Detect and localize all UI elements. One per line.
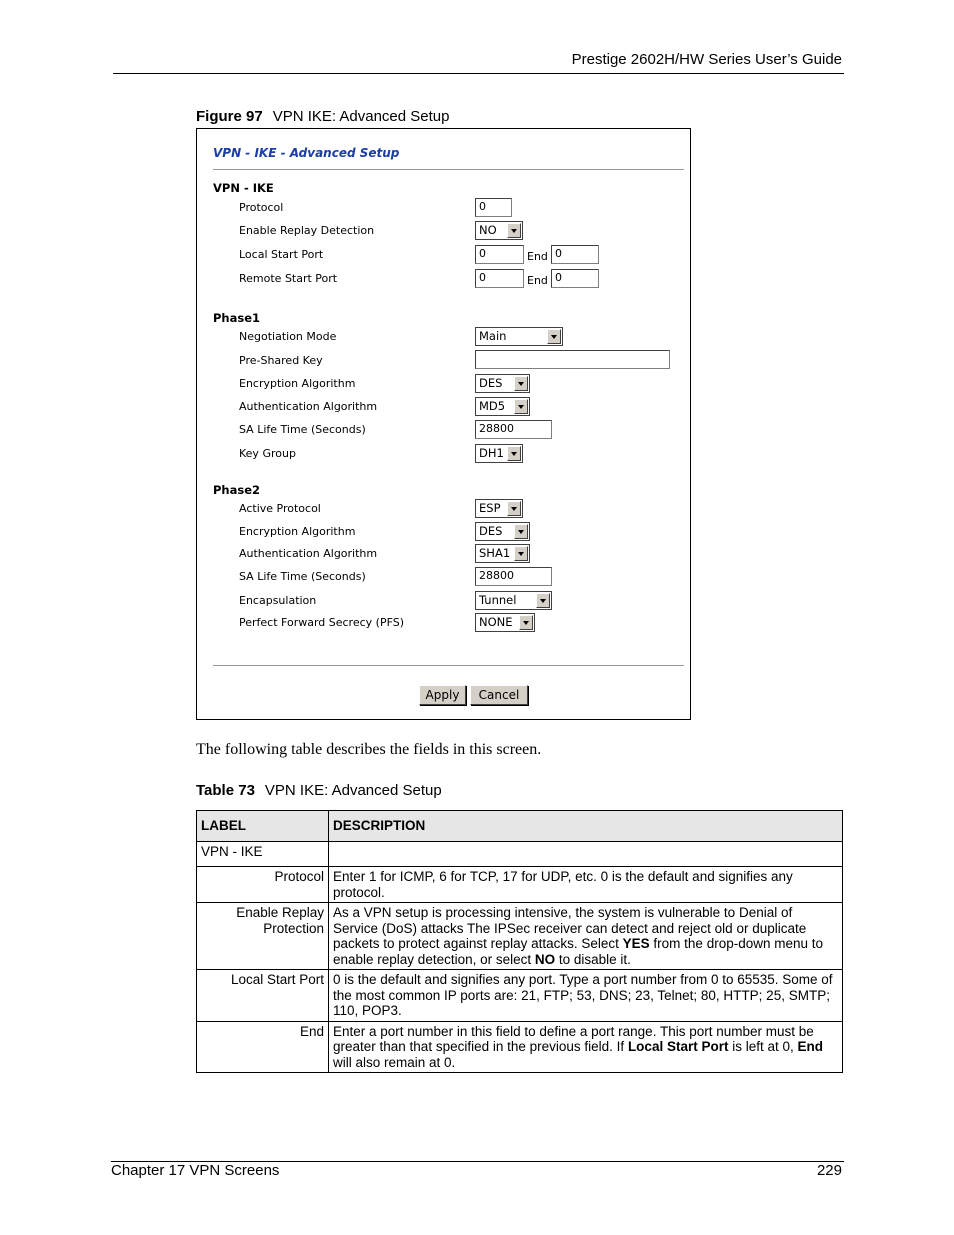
dropdown-arrow-icon xyxy=(536,593,550,608)
protocol-label: Protocol xyxy=(239,201,284,214)
desc-bold: YES xyxy=(622,936,650,951)
desc-text: to disable it. xyxy=(555,951,631,967)
p2-encryption-label: Encryption Algorithm xyxy=(239,525,356,538)
table-row xyxy=(197,970,843,1022)
p2-encryption-select[interactable] xyxy=(475,522,530,541)
active-protocol-label: Active Protocol xyxy=(239,502,321,515)
page-number: 229 xyxy=(816,1162,842,1179)
dropdown-arrow-icon xyxy=(514,376,528,391)
encapsulation-value: Tunnel xyxy=(479,593,517,607)
row-description xyxy=(329,842,843,867)
desc-text: As a VPN setup is processing intensive, the system is vulnerable to Denial of Service (DoS) attacks The IPSec receiver can detect and reject old or duplicate packets to protect against replay attacks. Select xyxy=(333,905,807,951)
p1-encryption-select[interactable] xyxy=(475,374,530,393)
remote-start-port-label: Remote Start Port xyxy=(239,272,338,285)
desc-bold: End xyxy=(797,1039,823,1054)
desc-text: is left at 0, xyxy=(728,1039,798,1054)
pfs-label: Perfect Forward Secrecy (PFS) xyxy=(239,616,404,629)
desc-bold: Local Start Port xyxy=(627,1039,729,1054)
pre-shared-key-label: Pre-Shared Key xyxy=(239,354,323,367)
dropdown-arrow-icon xyxy=(514,399,528,414)
active-protocol-select[interactable] xyxy=(475,499,523,518)
p2-authentication-value: SHA1 xyxy=(479,546,511,560)
row-description: 0 is the default and signifies any port. Type a port number from 0 to 65535. Some of the most common IP ports are: 21, FTP; 53, DNS; 23, Telnet; 80, HTTP; 25, SMTP; 110, POP3. xyxy=(329,970,843,1022)
table-title: VPN IKE: Advanced Setup xyxy=(264,782,442,799)
running-header: Prestige 2602H/HW Series User’s Guide xyxy=(571,51,842,68)
title-divider xyxy=(213,169,684,171)
p2-sa-life-label: SA Life Time (Seconds) xyxy=(239,570,366,583)
p1-encryption-label: Encryption Algorithm xyxy=(239,377,356,390)
button-divider xyxy=(213,665,684,667)
replay-detection-label: Enable Replay Detection xyxy=(239,224,375,237)
protocol-input[interactable]: 0 xyxy=(475,198,512,217)
row-label: VPN - IKE xyxy=(197,842,329,867)
negotiation-mode-value: Main xyxy=(479,329,507,343)
dropdown-arrow-icon xyxy=(507,223,521,238)
remote-start-port-input[interactable]: 0 xyxy=(475,269,524,288)
apply-button[interactable]: Apply xyxy=(419,685,466,705)
dropdown-arrow-icon xyxy=(514,546,528,561)
local-end-label: End xyxy=(527,250,548,263)
row-label: Protocol xyxy=(197,867,329,903)
cancel-button[interactable]: Cancel xyxy=(470,685,528,705)
table-row xyxy=(197,842,843,867)
desc-text: from the drop-down menu to enable replay detection, or select xyxy=(333,936,824,967)
row-description: Enter 1 for ICMP, 6 for TCP, 17 for UDP, etc. 0 is the default and signifies any protocol. xyxy=(329,867,843,903)
pfs-select[interactable] xyxy=(475,613,535,632)
p1-authentication-select[interactable] xyxy=(475,397,530,416)
table-row xyxy=(197,903,843,970)
section-phase2: Phase2 xyxy=(213,483,261,497)
row-label: Enable Replay Protection xyxy=(197,903,329,970)
table-number: Table 73 xyxy=(196,782,255,799)
local-start-port-input[interactable]: 0 xyxy=(475,245,524,264)
p2-sa-life-input[interactable]: 28800 xyxy=(475,567,552,586)
replay-detection-value: NO xyxy=(479,223,497,237)
local-start-port-label: Local Start Port xyxy=(239,248,324,261)
table-caption xyxy=(196,782,442,799)
section-vpn-ike: VPN - IKE xyxy=(213,181,274,195)
desc-bold: NO xyxy=(534,951,556,967)
description-column-header: DESCRIPTION xyxy=(329,811,843,842)
p1-authentication-label: Authentication Algorithm xyxy=(239,400,378,413)
header-rule xyxy=(113,73,844,74)
remote-end-port-input[interactable]: 0 xyxy=(551,269,599,288)
table-row xyxy=(197,867,843,903)
p1-sa-life-input[interactable]: 28800 xyxy=(475,420,552,439)
p2-authentication-select[interactable] xyxy=(475,544,530,563)
key-group-label: Key Group xyxy=(239,447,296,460)
desc-text: Enter a port number in this field to define a port range. This port number must be greater than that specified in the previous field. If xyxy=(333,1023,814,1054)
footer-chapter: Chapter 17 VPN Screens xyxy=(111,1162,280,1179)
p1-sa-life-label: SA Life Time (Seconds) xyxy=(239,423,366,436)
label-column-header: LABEL xyxy=(197,811,329,842)
key-group-value: DH1 xyxy=(479,446,504,460)
figure-caption xyxy=(196,108,449,125)
remote-end-label: End xyxy=(527,274,548,287)
encapsulation-select[interactable] xyxy=(475,591,552,610)
p2-authentication-label: Authentication Algorithm xyxy=(239,547,378,560)
dropdown-arrow-icon xyxy=(514,524,528,539)
negotiation-mode-label: Negotiation Mode xyxy=(239,330,337,343)
active-protocol-value: ESP xyxy=(479,501,501,515)
negotiation-mode-select[interactable] xyxy=(475,327,563,346)
row-description xyxy=(329,1021,843,1073)
row-label: End xyxy=(197,1021,329,1073)
row-description xyxy=(329,903,843,970)
key-group-select[interactable] xyxy=(475,444,523,463)
pre-shared-key-input[interactable] xyxy=(475,350,670,369)
figure-number: Figure 97 xyxy=(196,108,263,125)
row-label: Local Start Port xyxy=(197,970,329,1022)
screen-title: VPN - IKE - Advanced Setup xyxy=(213,146,400,160)
figure-title: VPN IKE: Advanced Setup xyxy=(272,108,450,125)
section-phase1: Phase1 xyxy=(213,311,261,325)
dropdown-arrow-icon xyxy=(507,446,521,461)
table-header-row xyxy=(197,811,843,842)
replay-detection-select[interactable] xyxy=(475,221,523,240)
pfs-value: NONE xyxy=(479,615,513,629)
body-paragraph: The following table describes the fields in this screen. xyxy=(196,741,542,758)
description-table xyxy=(196,810,843,1073)
dropdown-arrow-icon xyxy=(547,329,561,344)
p2-encryption-value: DES xyxy=(479,524,503,538)
table-row xyxy=(197,1021,843,1073)
p1-authentication-value: MD5 xyxy=(479,399,506,413)
dropdown-arrow-icon xyxy=(507,501,521,516)
p1-encryption-value: DES xyxy=(479,376,503,390)
desc-text: will also remain at 0. xyxy=(333,1054,456,1070)
encapsulation-label: Encapsulation xyxy=(239,594,317,607)
dropdown-arrow-icon xyxy=(519,615,533,630)
local-end-port-input[interactable]: 0 xyxy=(551,245,599,264)
